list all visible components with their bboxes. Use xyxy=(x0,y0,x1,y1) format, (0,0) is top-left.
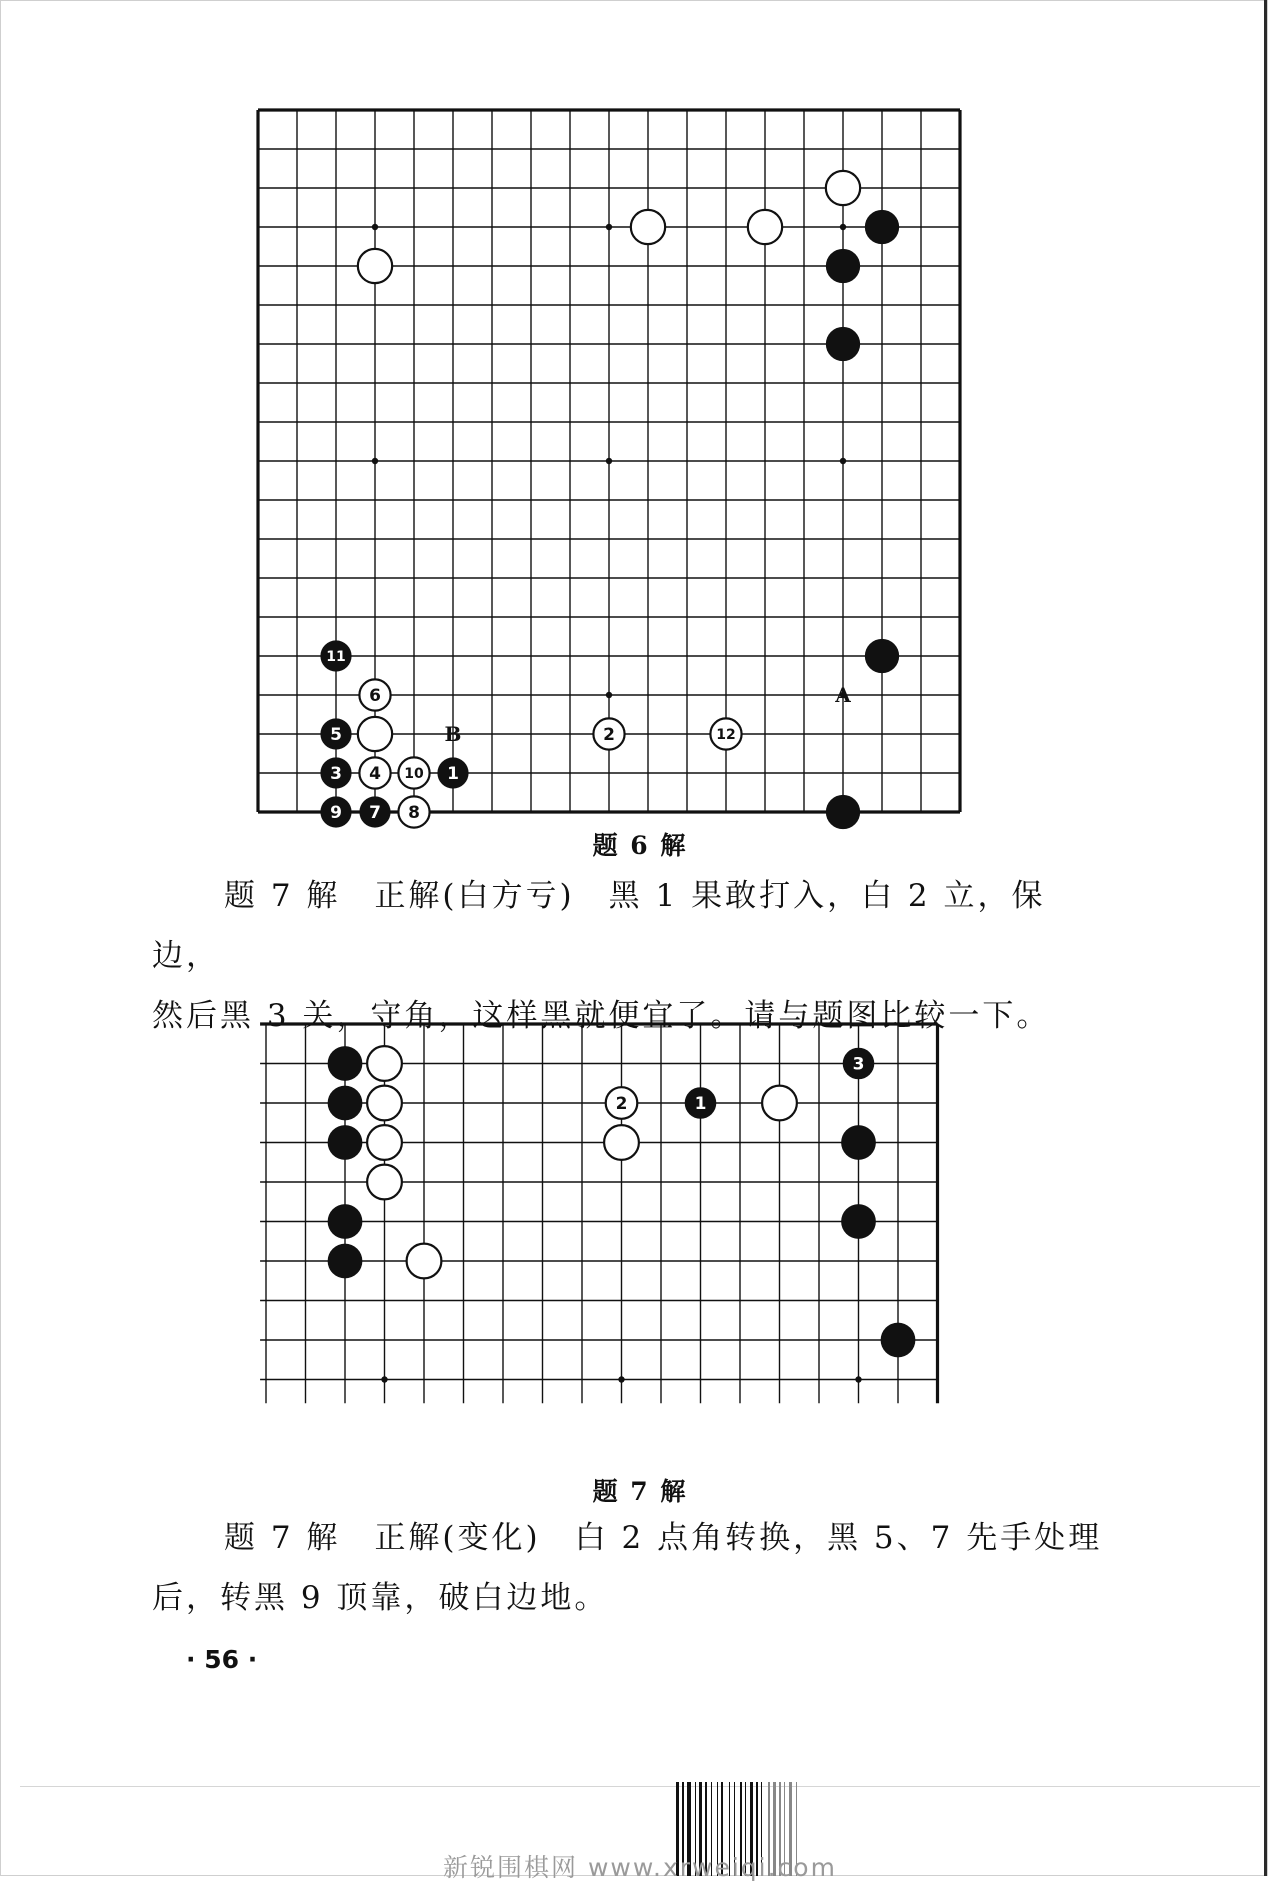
solution-7-title: 题 7 解 xyxy=(224,878,341,914)
move-number: 8 xyxy=(408,803,420,823)
black-stone xyxy=(865,639,899,673)
move-number: 12 xyxy=(716,727,736,743)
variation-7-text-1: 白 2 点角转换，黑 5、7 先手处理 xyxy=(574,1520,1103,1556)
star-point xyxy=(372,458,378,464)
move-number: 9 xyxy=(330,803,342,823)
white-stone xyxy=(748,210,782,244)
move-number: 6 xyxy=(369,686,381,706)
white-stone xyxy=(367,1165,402,1200)
star-point xyxy=(840,224,846,230)
watermark-footer: 新锐围棋网 www.xrweiqi.com xyxy=(443,1853,837,1882)
black-stone xyxy=(865,210,899,244)
black-stone xyxy=(881,1323,916,1358)
star-point xyxy=(606,224,612,230)
go-board-diagram-7 xyxy=(262,1022,982,1442)
position-letter: B xyxy=(444,722,462,746)
move-number: 4 xyxy=(369,764,381,784)
diagram-6-caption: 题 6 解 xyxy=(592,831,688,860)
black-stone xyxy=(328,1204,363,1239)
black-stone xyxy=(328,1244,363,1279)
move-number: 2 xyxy=(603,725,615,745)
go-board-diagram-6 xyxy=(250,104,970,823)
black-stone xyxy=(841,1125,876,1160)
white-stone xyxy=(367,1125,402,1160)
white-stone xyxy=(631,210,665,244)
move-number: 1 xyxy=(447,764,459,784)
move-number: 1 xyxy=(694,1094,707,1114)
variation-7-text-2: 后，转黑 9 顶靠，破白边地。 xyxy=(152,1580,609,1616)
black-stone xyxy=(826,795,860,829)
move-number: 11 xyxy=(326,649,346,665)
solution-7-label: 正解(白方亏) xyxy=(374,878,575,914)
star-point xyxy=(606,458,612,464)
diagram-7-caption: 题 7 解 xyxy=(592,1477,688,1506)
star-point xyxy=(840,458,846,464)
white-stone xyxy=(407,1244,442,1279)
white-stone xyxy=(358,717,392,751)
page-number: · 56 · xyxy=(186,1645,258,1674)
star-point xyxy=(372,224,378,230)
move-number: 5 xyxy=(330,725,342,745)
black-stone xyxy=(328,1046,363,1081)
solution-7-paragraph xyxy=(152,866,1112,1046)
white-stone xyxy=(367,1086,402,1121)
variation-7-paragraph xyxy=(152,1508,1112,1628)
star-point xyxy=(618,1376,624,1382)
variation-7-title: 题 7 解 xyxy=(224,1520,341,1556)
variation-7-line-1 xyxy=(152,1508,1112,1568)
move-number: 3 xyxy=(330,764,342,784)
black-stone xyxy=(328,1125,363,1160)
black-stone xyxy=(328,1086,363,1121)
white-stone xyxy=(826,171,860,205)
move-number: 7 xyxy=(369,803,381,823)
variation-7-label: 正解(变化) xyxy=(374,1520,541,1556)
white-stone xyxy=(762,1086,797,1121)
page-edge-rule xyxy=(1264,0,1267,1876)
solution-7-line-1 xyxy=(152,866,1112,986)
solution-7-text-1: 黑 1 果敢打入，白 2 立，保边， xyxy=(152,878,1046,974)
white-stone xyxy=(358,249,392,283)
black-stone xyxy=(826,327,860,361)
black-stone xyxy=(841,1204,876,1239)
move-number: 3 xyxy=(852,1054,865,1075)
black-stone xyxy=(826,249,860,283)
star-point xyxy=(381,1376,387,1382)
star-point xyxy=(855,1376,861,1382)
white-stone xyxy=(367,1046,402,1081)
move-number: 2 xyxy=(615,1094,628,1114)
move-number: 10 xyxy=(404,766,424,782)
footer-rule xyxy=(20,1786,1260,1787)
solution-7-text-2: 然后黑 3 关，守角，这样黑就便宜了。请与题图比较一下。 xyxy=(152,998,1051,1034)
white-stone xyxy=(604,1125,639,1160)
star-point xyxy=(606,692,612,698)
position-letter: A xyxy=(835,683,851,707)
